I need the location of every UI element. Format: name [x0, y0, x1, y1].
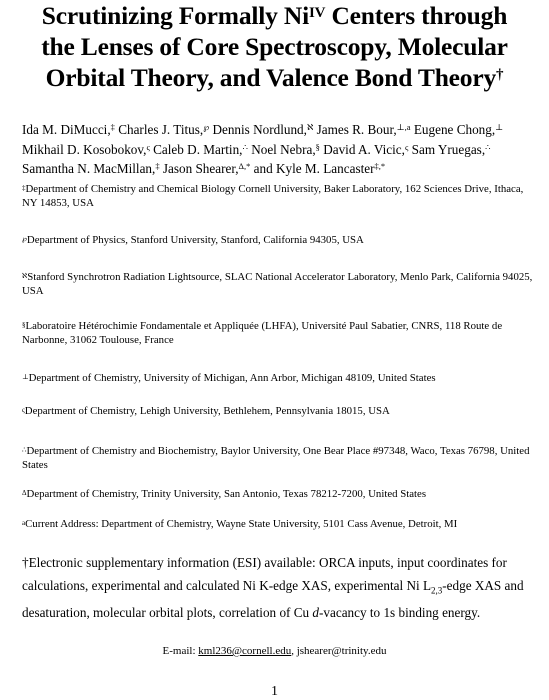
- esi-note: [22, 552, 542, 624]
- author: Eugene Chong,: [410, 122, 496, 137]
- affiliation-slac: $^ℵ$Stanford Synchrotron Radiation Lightsource, SLAC National Accelerator Laboratory, Menlo Park, California 94025, USA: [22, 271, 533, 298]
- title-dagger: †: [496, 67, 504, 83]
- author-row-3: [22, 159, 542, 179]
- author: Dennis Nordlund,: [209, 122, 307, 137]
- author-mark: ‡: [110, 122, 115, 132]
- author-row-2: [22, 140, 542, 160]
- contact-email: E-mail: kml236@cornell.edu, jshearer@trinity.edu: [162, 645, 387, 657]
- author: Jason Shearer,: [159, 161, 239, 176]
- author-mark: ⊥: [495, 122, 504, 132]
- esi-line-2: calculations, experimental and calculated Ni K-edge XAS, experimental Ni $L_{2,3}$-edge XAS and: [22, 577, 524, 596]
- title-superscript: IV: [308, 5, 326, 21]
- author: Samantha N. MacMillan,: [22, 161, 156, 176]
- author: Sam Yruegas,: [408, 141, 486, 157]
- author-mark: ‡: [155, 161, 160, 171]
- author-mark: ς: [146, 141, 150, 152]
- author-mark: ‡,*: [374, 161, 386, 171]
- author-mark: ∴: [485, 141, 491, 152]
- affiliation-michigan: ⊥Department of Chemistry, University of Michigan, Ann Arbor, Michigan 48109, United States: [22, 372, 436, 384]
- author: Noel Nebra,: [247, 141, 316, 157]
- author-mark: §: [315, 141, 320, 152]
- author: James R. Bour,: [313, 122, 397, 137]
- esi-line-1: †Electronic supplementary information (ESI) available: ORCA inputs, input coordinates for: [22, 555, 507, 570]
- author-mark: ℵ: [306, 122, 314, 132]
- affiliation-stanford: ℘Department of Physics, Stanford University, Stanford, California 94305, USA: [22, 234, 364, 246]
- affiliation-cornell: ‡Department of Chemistry and Chemical Biology Cornell University, Baker Laboratory, 162 Sciences Drive, Ithaca, NY 14853, USA: [22, 183, 524, 210]
- author: Mikhail D. Kosobokov,: [22, 141, 147, 157]
- title-line-2: the Lenses of Core Spectroscopy, Molecular: [41, 32, 508, 61]
- author: Caleb D. Martin,: [149, 141, 243, 157]
- esi-subscript: 2,3: [431, 585, 443, 596]
- author-list: [22, 120, 542, 179]
- author-mark: ς: [404, 141, 409, 152]
- author: David A. Vicic,: [319, 141, 405, 157]
- author-mark: ∴: [242, 141, 248, 152]
- title-line-3: Orbital Theory, and Valence Bond Theory†: [45, 63, 504, 92]
- author: Charles J. Titus,: [114, 122, 204, 137]
- author: Ida M. DiMucci,: [22, 122, 111, 137]
- affiliation-trinity: $^\Delta$Department of Chemistry, Trinity University, San Antonio, Texas 78212-7200, United States: [22, 488, 427, 500]
- email-link-lancaster[interactable]: kml236@cornell.edu: [198, 645, 292, 657]
- affiliation-current-address: $^a$Current Address: Department of Chemistry, Wayne State University, 5101 Cass Avenue, Detroit, MI: [22, 518, 458, 530]
- email-shearer: jshearer@trinity.edu: [296, 645, 387, 657]
- author: and Kyle M. Lancaster: [250, 161, 375, 176]
- affiliation-baylor: ∴Department of Chemistry and Biochemistry, Baylor University, One Bear Place #97348, Waco, Texas 76798, United States: [22, 445, 530, 472]
- paper-title: [0, 0, 549, 93]
- author-mark: ⊥,a: [396, 122, 411, 132]
- author-row-1: [22, 120, 542, 140]
- affiliation-toulouse: §Laboratoire Hétérochimie Fondamentale et Appliquée (LHFA), Université Paul Sabatier, CNRS, 118 Route de Narbonne, 31062 Toulouse, France: [22, 320, 503, 347]
- page-number: 1: [271, 684, 278, 699]
- title-line-1: Scrutinizing Formally $Ni^{IV}$ Centers through: [41, 1, 508, 30]
- esi-line-3: desaturation, molecular orbital plots, correlation of Cu d-vacancy to 1s binding energy.: [22, 604, 481, 620]
- affiliation-lehigh: $^\varsigma$Department of Chemistry, Lehigh University, Bethlehem, Pennsylvania 18015, USA: [22, 405, 390, 417]
- author-mark: ℘: [203, 122, 210, 132]
- author-mark: Δ,*: [238, 161, 251, 171]
